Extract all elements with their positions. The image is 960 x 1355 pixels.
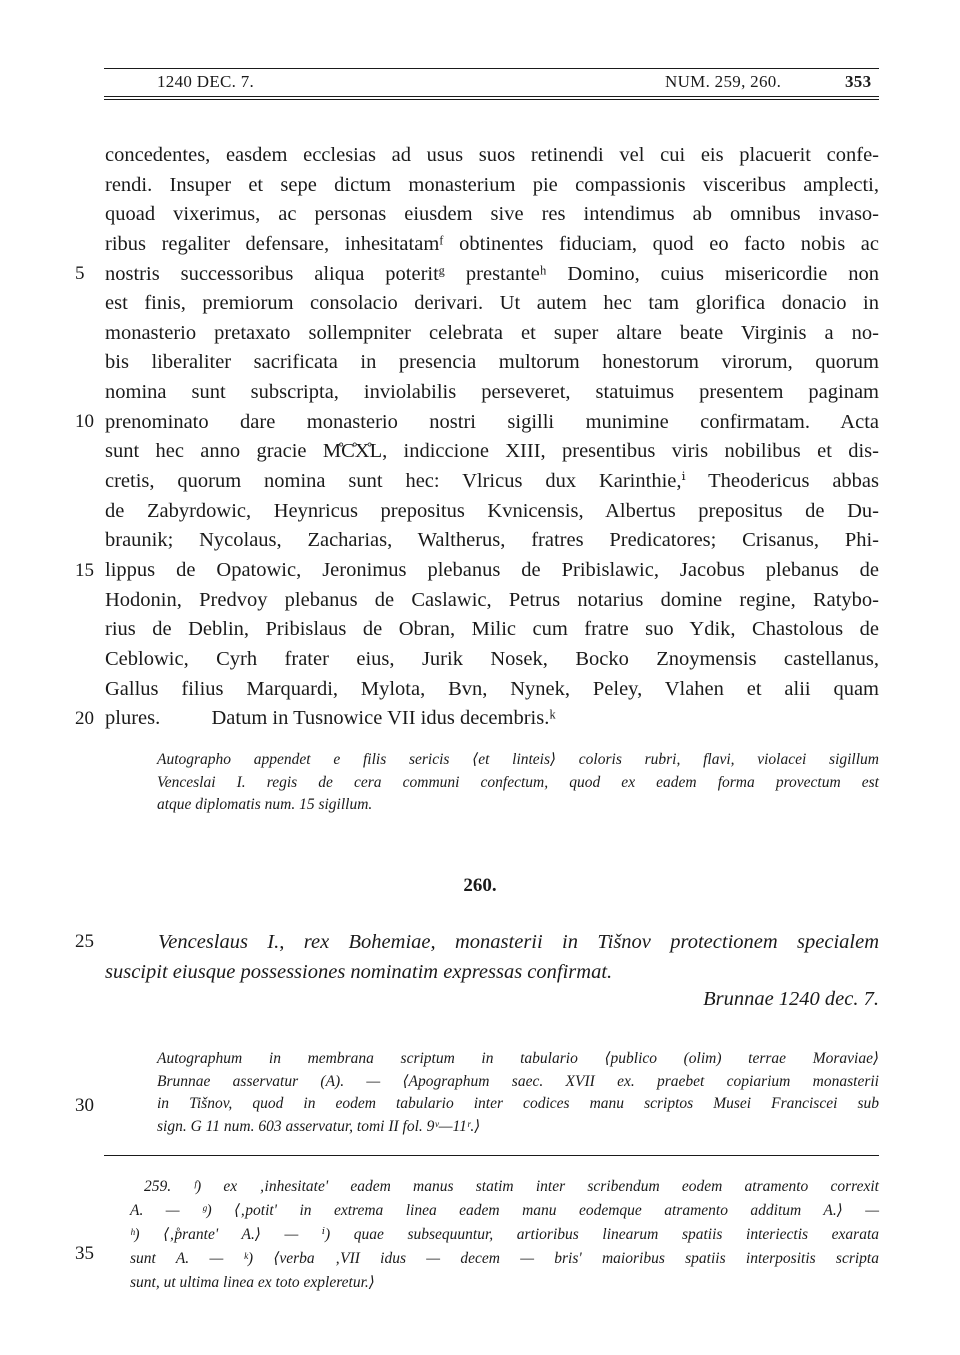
text-line: est finis, premiorum consolacio derivari. Ut autem hec tam glorifica donacio in bbox=[105, 292, 879, 315]
note-line: atque diplomatis num. 15 sigillum. bbox=[157, 796, 373, 813]
text-line: prenominato dare monasterio nostri sigilli munimine confirmatam. Acta bbox=[105, 410, 879, 433]
text-line: braunik; Nycolaus, Zacharias, Waltherus, fratres Predicatores; Crisanus, Phi- bbox=[105, 529, 879, 552]
text-line: de Zabyrdowic, Heynricus prepositus Kvnicensis, Albertus prepositus de Du- bbox=[105, 499, 879, 522]
regest-line: suscipit eiusque possessiones nominatim expressas confirmat. bbox=[105, 960, 613, 983]
text-line: Ceblowic, Cyrh frater eius, Jurik Nosek, Bocko Znoymensis castellanus, bbox=[105, 647, 879, 670]
seal-description bbox=[157, 749, 879, 817]
footnote-line: sunt A. — ᵏ) ⟨verba ‚VII idus — decem — bris' maioribus spatiis interpositis scripta bbox=[130, 1250, 879, 1267]
text-line: bis liberaliter sacrificata in presencia multorum honestorum virorum, quorum bbox=[105, 351, 879, 374]
text-line: cretis, quorum nomina sunt hec: Vlricus dux Karinthie,ⁱ Theodericus abbas bbox=[105, 470, 879, 493]
line-number: 30 bbox=[75, 1095, 94, 1116]
text-line: monasterio pretaxato sollempniter celebrata et super altare beate Virginis a no- bbox=[105, 321, 879, 344]
page-number: 353 bbox=[845, 72, 872, 91]
text-line: nostris successoribus aliqua poteritᵍ prestanteʰ Domino, cuius misericordie non bbox=[105, 262, 879, 285]
text-line: Hodonin, Predvoy plebanus de Caslawic, Petrus notarius domine regine, Ratybo- bbox=[105, 588, 879, 611]
note-line: Autographo appendet e filis sericis ⟨et linteis⟩ coloris rubri, flavi, violacei sigillum bbox=[157, 751, 879, 768]
note-line: Autographum in membrana scriptum in tabulario ⟨publico (olim) terrae Moraviae⟩ bbox=[157, 1050, 879, 1067]
line-number: 10 bbox=[75, 411, 94, 432]
header-bottom-rule-2 bbox=[104, 99, 879, 100]
header-document-numbers: NUM. 259, 260. bbox=[665, 72, 782, 91]
text-line: concedentes, easdem ecclesias ad usus suos retinendi vel cui eis placuerit confe- bbox=[105, 144, 879, 166]
note-line: in Tišnov, quod in eodem tabulario inter codices manu scriptos Musei Franciscei sub bbox=[157, 1095, 879, 1112]
source-description bbox=[157, 1048, 879, 1138]
line-number: 35 bbox=[75, 1243, 94, 1264]
line-number: 25 bbox=[75, 931, 94, 952]
text-line: rius de Deblin, Pribislaus de Obran, Milic cum fratre suo Ydik, Chastolous de bbox=[105, 618, 879, 641]
footnote-line: 259. ᶠ) ex ‚inhesitate' eadem manus statim inter scribendum eodem atramento correxit bbox=[144, 1178, 879, 1195]
text-line: lippus de Opatowic, Jeronimus plebanus de Pribislawic, Jacobus plebanus de bbox=[105, 558, 879, 581]
footnotes bbox=[130, 1175, 879, 1295]
document-number-heading: 260. bbox=[463, 875, 497, 896]
text-line: ribus regaliter defensare, inhesitatamᶠ obtinentes fiduciam, quod eo facto nobis ac bbox=[105, 232, 879, 255]
text-line: quoad vixerimus, ac personas eiusdem sive res intendimus ab omnibus invaso- bbox=[105, 203, 879, 226]
footnote-line: sunt, ut ultima linea ex toto expleretur.⟩ bbox=[130, 1274, 375, 1291]
header-date: 1240 DEC. 7. bbox=[157, 72, 255, 91]
note-line: sign. G 11 num. 603 asservatur, tomi II fol. 9ᵛ—11ʳ.⟩ bbox=[157, 1117, 481, 1135]
line-number: 5 bbox=[75, 263, 85, 284]
text-line: rendi. Insuper et sepe dictum monasterium pie compassionis visceribus amplecti, bbox=[105, 173, 879, 196]
line-number: 20 bbox=[75, 708, 94, 729]
charter-text bbox=[105, 141, 879, 734]
text-line: sunt hec anno gracie M̊C̊X̊L, indiccione XIII, presentibus viris nobilibus et dis- bbox=[105, 440, 879, 463]
note-line: Brunnae asservatur (A). — ⟨Apographum saec. XVII ex. praebet copiarium monasterii bbox=[157, 1072, 879, 1090]
line-number: 15 bbox=[75, 560, 94, 581]
document-regest bbox=[105, 928, 879, 987]
header-bottom-rule bbox=[104, 96, 879, 97]
text-line: plures. Datum in Tusnowice VII idus decembris.ᵏ bbox=[105, 707, 556, 730]
footnote-line: ʰ) ⟨‚p̊rante' A.⟩ — ⁱ) quae subsequuntur, artioribus linearum spatiis interiectis exarata bbox=[130, 1226, 879, 1243]
note-line: Venceslai I. regis de cera communi confectum, quod ex eadem forma provectum est bbox=[157, 773, 879, 791]
footnote-separator bbox=[104, 1155, 879, 1156]
footnote-line: A. — ᵍ) ⟨‚potit' in extrema linea eadem manu eodemque atramento additum A.⟩ — bbox=[130, 1202, 879, 1219]
regest-line: Venceslaus I., rex Bohemiae, monasterii in Tišnov protectionem specialem bbox=[158, 931, 879, 953]
place-and-date: Brunnae 1240 dec. 7. bbox=[703, 988, 879, 1010]
text-line: Gallus filius Marquardi, Mylota, Bvn, Nynek, Peley, Vlahen et alii quam bbox=[105, 677, 879, 700]
text-line: nomina sunt subscripta, inviolabilis perseveret, statuimus presentem paginam bbox=[105, 381, 879, 404]
header-top-rule bbox=[104, 68, 879, 69]
